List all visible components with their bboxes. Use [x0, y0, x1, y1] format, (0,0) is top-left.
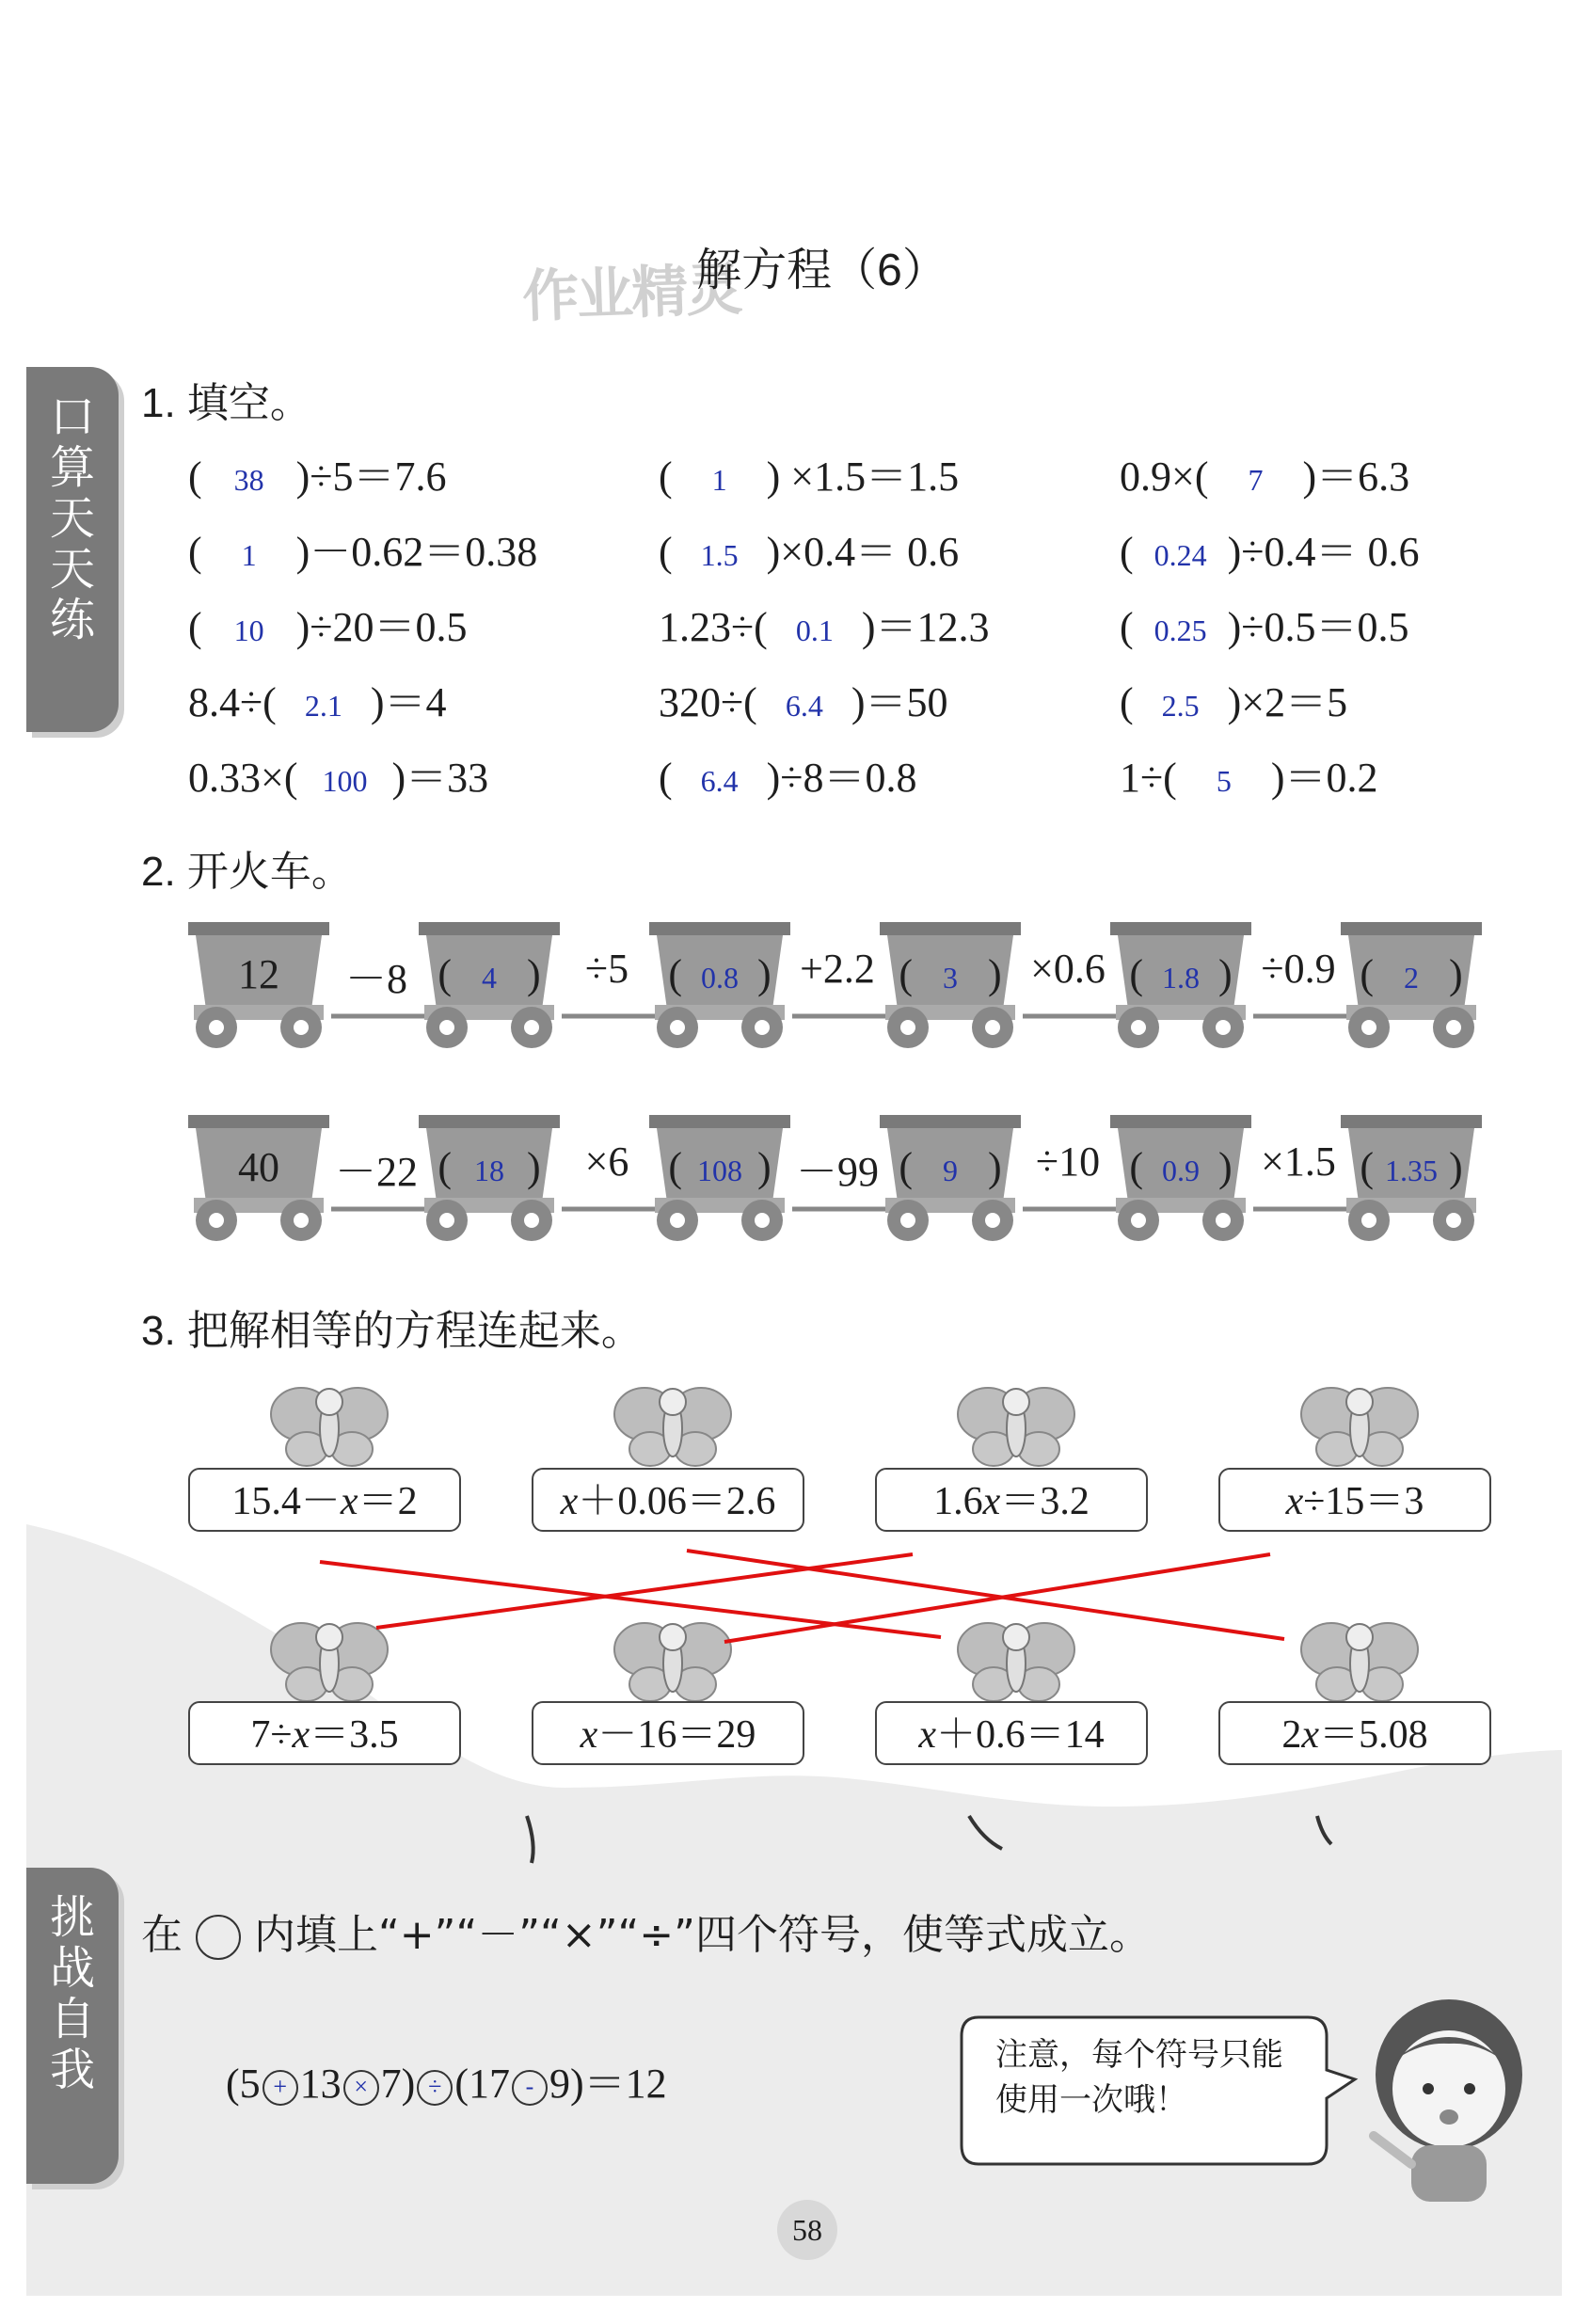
operator-circle[interactable]: -: [512, 2070, 548, 2106]
train-op: －99: [796, 1149, 879, 1195]
train-op: ×1.5: [1261, 1138, 1336, 1185]
tab-char: 算: [49, 441, 95, 494]
tab-char: 我: [49, 2044, 95, 2096]
eq-pre: 8.4÷(: [188, 679, 277, 725]
eq-pre: 0.33×(: [188, 755, 298, 801]
operator-circle[interactable]: ×: [343, 2070, 379, 2106]
eq-part: 13: [299, 2061, 342, 2107]
eq-post: )÷5＝7.6: [295, 454, 447, 500]
eq-post: )＝50: [851, 679, 948, 725]
answer: 2.5: [1161, 689, 1200, 723]
eq-part: 9)＝12: [549, 2061, 667, 2107]
answer: 1.5: [700, 538, 739, 572]
instruction-post: 内填上“+”“－”“×”“÷”四个符号，使等式成立。: [254, 1911, 1151, 1959]
eq-post: )÷0.5＝0.5: [1227, 604, 1409, 650]
eq-part: (17: [454, 2061, 510, 2107]
answer: 100: [322, 764, 368, 798]
answer: 5: [1216, 764, 1232, 798]
butterfly-icon: [1301, 1623, 1418, 1701]
answer: 1: [711, 463, 727, 497]
tab-char: 口: [49, 390, 95, 443]
top-equation-box[interactable]: x＋0.06＝2.6: [532, 1468, 804, 1532]
train-op: ×6: [584, 1138, 629, 1185]
match-line: [376, 1554, 913, 1628]
bottom-equation-box[interactable]: 2x＝5.08: [1218, 1701, 1491, 1765]
eq-pre: 320÷(: [659, 679, 757, 725]
eq-pre: 1÷(: [1120, 755, 1177, 801]
bubble-text: 注意，每个符号只能使用一次哦！: [995, 2036, 1283, 2119]
train-answer: ( 2 ): [1360, 951, 1463, 997]
operator-circle[interactable]: +: [263, 2070, 298, 2106]
empty-circle-icon: [196, 1915, 241, 1960]
section3-heading: 3. 把解相等的方程连起来。: [141, 1308, 643, 1354]
butterfly-icon: [614, 1388, 731, 1466]
train-answer: ( 0.8 ): [668, 951, 772, 997]
tab-char: 战: [49, 1942, 95, 1995]
train-answer: ( 108 ): [668, 1144, 772, 1190]
eq-pre: (: [1120, 529, 1134, 575]
train-op: －22: [335, 1149, 418, 1195]
train-op: ÷0.9: [1261, 946, 1336, 992]
answer: 0.24: [1153, 538, 1207, 572]
side-tab-challenge: [26, 1868, 119, 2184]
train-answer: ( 4 ): [438, 951, 541, 997]
answer: 10: [233, 613, 264, 647]
eq-post: )÷8＝0.8: [766, 755, 917, 801]
tab-char: 练: [49, 594, 95, 646]
eq-post: )＝12.3: [861, 604, 990, 650]
eq-post: )÷20＝0.5: [295, 604, 468, 650]
answer: 38: [233, 463, 264, 497]
bottom-equation-box[interactable]: x－16＝29: [532, 1701, 804, 1765]
eq-pre: 1.23÷(: [659, 604, 768, 650]
answer: 7: [1248, 463, 1264, 497]
eq-pre: (: [1120, 604, 1134, 650]
page-number: 58: [792, 2213, 822, 2247]
challenge-instruction: [141, 1901, 1151, 1961]
top-equation-box[interactable]: 15.4－x＝2: [188, 1468, 461, 1532]
answer: 0.25: [1153, 613, 1207, 647]
eq-pre: (: [188, 454, 202, 500]
eq-post: )＝33: [391, 755, 489, 801]
eq-pre: (: [188, 604, 202, 650]
eq-post: )×2＝5: [1227, 679, 1348, 725]
tab-char: 天: [49, 492, 95, 545]
eq-pre: (: [659, 529, 673, 575]
bottom-equation-box[interactable]: x＋0.6＝14: [875, 1701, 1148, 1765]
train-answer: ( 1.8 ): [1129, 951, 1233, 997]
butterfly-icon: [271, 1623, 388, 1701]
page-title-text: 解方程（6）: [696, 246, 947, 295]
train-answer: ( 0.9 ): [1129, 1144, 1233, 1190]
answer: 1: [241, 538, 257, 572]
eq-part: 7): [380, 2061, 416, 2107]
train-op: ÷10: [1035, 1138, 1101, 1185]
train-start: 12: [238, 951, 279, 997]
answer: 6.4: [700, 764, 739, 798]
eq-pre: (: [659, 755, 673, 801]
operator-circle[interactable]: ÷: [417, 2070, 453, 2106]
train-op: －8: [345, 956, 407, 1002]
butterfly-icon: [614, 1623, 731, 1701]
butterfly-icon: [271, 1388, 388, 1466]
eq-pre: 0.9×(: [1120, 454, 1209, 500]
eq-post: )＝6.3: [1302, 454, 1410, 500]
train-answer: ( 3 ): [899, 951, 1002, 997]
eq-post: )×0.4＝ 0.6: [766, 529, 960, 575]
eq-post: )＝4: [370, 679, 447, 725]
tab-char: 挑: [49, 1891, 95, 1944]
train-answer: ( 9 ): [899, 1144, 1002, 1190]
section2-heading: 2. 开火车。: [141, 849, 353, 895]
train-start: 40: [238, 1144, 279, 1190]
bottom-equation-box[interactable]: 7÷x＝3.5: [188, 1701, 461, 1765]
eq-post: )－0.62＝0.38: [295, 529, 538, 575]
answer: 2.1: [304, 689, 342, 723]
butterfly-icon: [958, 1388, 1074, 1466]
girl-illustration: [1336, 1995, 1552, 2202]
butterfly-icon: [958, 1623, 1074, 1701]
answer: 6.4: [785, 689, 823, 723]
tab-char: 天: [49, 543, 95, 596]
eq-pre: (: [659, 454, 673, 500]
eq-post: )＝0.2: [1270, 755, 1378, 801]
train-op: +2.2: [800, 946, 875, 992]
section1-heading: 1. 填空。: [141, 380, 311, 426]
instruction-pre: 在: [141, 1911, 183, 1959]
tab-char: 自: [49, 1993, 95, 2045]
top-equation-box[interactable]: x÷15＝3: [1218, 1468, 1491, 1532]
eq-post: )÷0.4＝ 0.6: [1227, 529, 1420, 575]
butterfly-icon: [1301, 1388, 1418, 1466]
eq-post: ) ×1.5＝1.5: [766, 454, 960, 500]
eq-pre: (: [188, 529, 202, 575]
page-number-badge: [777, 2200, 837, 2260]
train-answer: ( 1.35 ): [1360, 1144, 1463, 1190]
eq-pre: (: [1120, 679, 1134, 725]
top-equation-box[interactable]: 1.6x＝3.2: [875, 1468, 1148, 1532]
train-op: ÷5: [584, 946, 629, 992]
eq-part: (5: [226, 2061, 261, 2107]
watermark: 作业精灵: [521, 257, 742, 329]
challenge-equation: [226, 2049, 667, 2109]
train-op: ×0.6: [1030, 946, 1106, 992]
train-answer: ( 18 ): [438, 1144, 541, 1190]
answer: 0.1: [795, 613, 834, 647]
